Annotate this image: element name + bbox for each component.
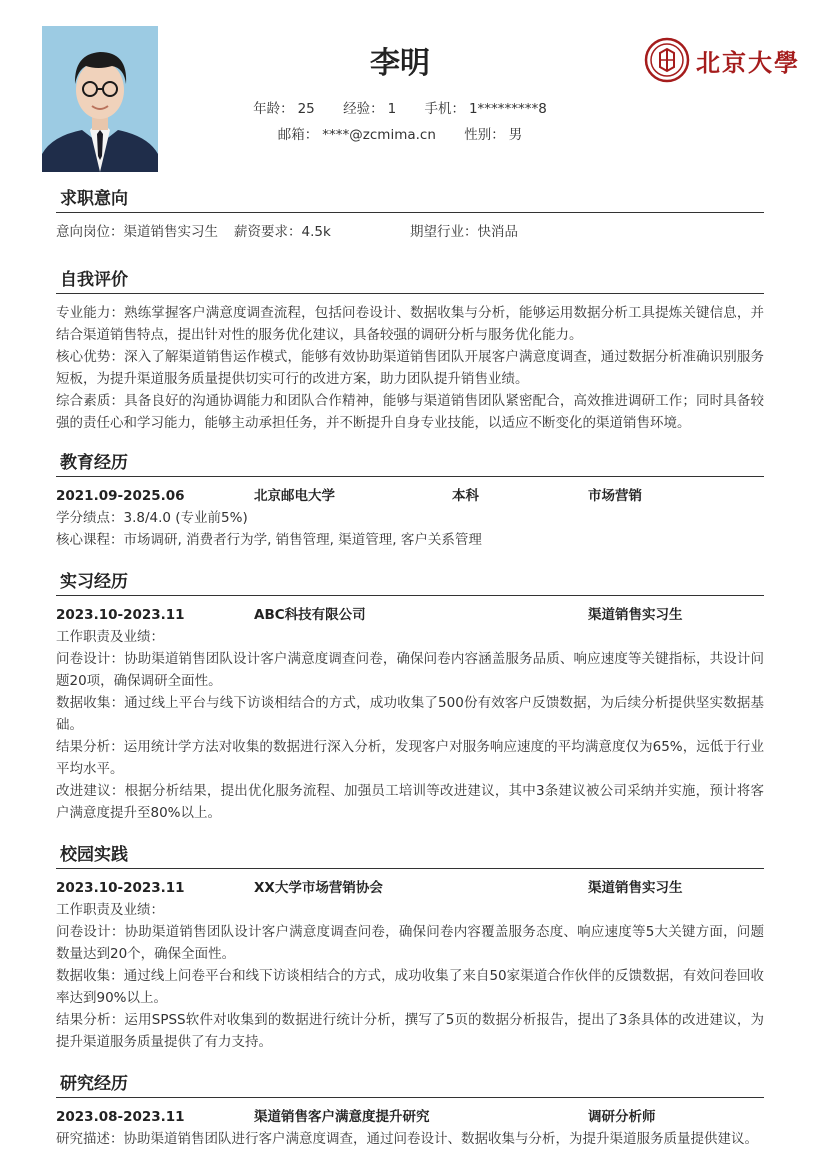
internship-line: 数据收集：通过线上平台与线下访谈相结合的方式，成功收集了500份有效客户反馈数据，为后续分析提供坚实数据基础。 bbox=[56, 695, 764, 733]
internship-line: 问卷设计：协助渠道销售团队设计客户满意度调查问卷，确保问卷内容涵盖服务品质、响应速度等关键指标，共设计问题20项，确保调研全面性。 bbox=[56, 651, 764, 689]
education-school: 北京邮电大学 bbox=[254, 488, 335, 504]
candidate-name: 李明 bbox=[370, 46, 430, 81]
self-eval-paragraph: 综合素质：具备良好的沟通协调能力和团队合作精神，能够与渠道销售团队紧密配合，高效推进调研工作；同时具备较强的责任心和学习能力，能够主动承担任务，并不断提升自身专业技能，以适应不断变化的渠道销售环境。 bbox=[56, 393, 764, 431]
basic-info-row bbox=[160, 97, 640, 117]
email-item bbox=[278, 123, 436, 143]
intent-salary: 薪资要求：4.5k bbox=[234, 224, 331, 240]
education-degree: 本科 bbox=[452, 488, 479, 504]
university-logo bbox=[644, 36, 800, 84]
campus-practice-section bbox=[56, 842, 764, 1053]
research-project: 渠道销售客户满意度提升研究 bbox=[254, 1109, 430, 1125]
campus-line: 工作职责及业绩： bbox=[56, 902, 164, 918]
campus-line: 问卷设计：协助渠道销售团队设计客户满意度调查问卷，确保问卷内容覆盖服务态度、响应速度等5大关键方面，问题数量达到20个，确保全面性。 bbox=[56, 924, 764, 962]
portrait-image bbox=[42, 26, 158, 172]
internship-company: ABC科技有限公司 bbox=[254, 607, 366, 623]
section-title: 教育经历 bbox=[56, 450, 764, 477]
experience-item bbox=[343, 97, 396, 117]
campus-period: 2023.10-2023.11 bbox=[56, 880, 185, 896]
self-evaluation-section bbox=[56, 267, 764, 434]
section-title: 校园实践 bbox=[56, 842, 764, 869]
research-section bbox=[56, 1071, 764, 1150]
phone-label: 手机： bbox=[424, 101, 465, 117]
research-role: 调研分析师 bbox=[588, 1109, 656, 1125]
education-gpa: 学分绩点：3.8/4.0 (专业前5%) bbox=[56, 510, 248, 526]
education-period: 2021.09-2025.06 bbox=[56, 488, 185, 504]
internship-line: 工作职责及业绩： bbox=[56, 629, 164, 645]
section-title: 求职意向 bbox=[56, 186, 764, 213]
gender-value: 男 bbox=[508, 127, 523, 143]
section-title: 实习经历 bbox=[56, 569, 764, 596]
education-section bbox=[56, 450, 764, 551]
gender-label: 性别： bbox=[464, 127, 505, 143]
internship-section bbox=[56, 569, 764, 824]
section-title: 研究经历 bbox=[56, 1071, 764, 1098]
internship-header-row bbox=[56, 604, 764, 626]
education-courses: 核心课程：市场调研, 消费者行为学, 销售管理, 渠道管理, 客户关系管理 bbox=[56, 532, 482, 548]
gender-item bbox=[464, 123, 522, 143]
experience-value: 1 bbox=[387, 101, 397, 117]
age-label: 年龄： bbox=[253, 101, 294, 117]
profile-photo bbox=[42, 26, 158, 172]
campus-line: 数据收集：通过线上问卷平台和线下访谈相结合的方式，成功收集了来自50家渠道合作伙伴的反馈数据，有效问卷回收率达到90%以上。 bbox=[56, 968, 764, 1006]
job-intent-section bbox=[56, 186, 764, 243]
email-value[interactable]: ****@zcmima.cn bbox=[322, 127, 436, 143]
phone-value: 1*********8 bbox=[468, 101, 547, 117]
phone-item bbox=[424, 97, 546, 117]
contact-info-row bbox=[160, 123, 640, 143]
education-major: 市场营销 bbox=[588, 488, 642, 504]
research-description: 研究描述：协助渠道销售团队进行客户满意度调查，通过问卷设计、数据收集与分析，为提升渠道服务质量提供建议。 bbox=[56, 1131, 758, 1147]
internship-line: 改进建议：根据分析结果，提出优化服务流程、加强员工培训等改进建议，其中3条建议被公司采纳并实施，预计将客户满意度提升至80%以上。 bbox=[56, 783, 764, 821]
intent-industry: 期望行业：快消品 bbox=[410, 224, 518, 240]
internship-line: 结果分析：运用统计学方法对收集的数据进行深入分析，发现客户对服务响应速度的平均满意度仅为65%，远低于行业平均水平。 bbox=[56, 739, 764, 777]
education-header-row bbox=[56, 485, 764, 507]
campus-org: XX大学市场营销协会 bbox=[254, 880, 383, 896]
intent-row bbox=[56, 221, 764, 243]
research-period: 2023.08-2023.11 bbox=[56, 1109, 185, 1125]
email-label: 邮箱： bbox=[277, 127, 319, 143]
section-title: 自我评价 bbox=[56, 267, 764, 294]
intent-position: 意向岗位：渠道销售实习生 bbox=[56, 224, 218, 240]
internship-period: 2023.10-2023.11 bbox=[56, 607, 185, 623]
self-eval-paragraph: 专业能力：熟练掌握客户满意度调查流程，包括问卷设计、数据收集与分析，能够运用数据分析工具提炼关键信息，并结合渠道销售特点，提出针对性的服务优化建议，具备较强的调研分析与服务优化能力。 bbox=[56, 305, 764, 343]
university-logo-text: 北京大學 bbox=[696, 47, 800, 77]
age-item bbox=[253, 97, 315, 117]
self-eval-paragraph: 核心优势：深入了解渠道销售运作模式，能够有效协助渠道销售团队开展客户满意度调查，通过数据分析准确识别服务短板，为提升渠道服务质量提供切实可行的改进方案，助力团队提升销售业绩。 bbox=[56, 349, 764, 387]
campus-header-row bbox=[56, 877, 764, 899]
university-seal-icon bbox=[644, 37, 690, 83]
campus-line: 结果分析：运用SPSS软件对收集到的数据进行统计分析，撰写了5页的数据分析报告，提出了3条具体的改进建议，为提升渠道服务质量提供了有力支持。 bbox=[56, 1012, 764, 1050]
research-header-row bbox=[56, 1106, 764, 1128]
internship-role: 渠道销售实习生 bbox=[588, 607, 683, 623]
age-value: 25 bbox=[297, 101, 315, 117]
campus-role: 渠道销售实习生 bbox=[588, 880, 683, 896]
experience-label: 经验： bbox=[343, 101, 384, 117]
